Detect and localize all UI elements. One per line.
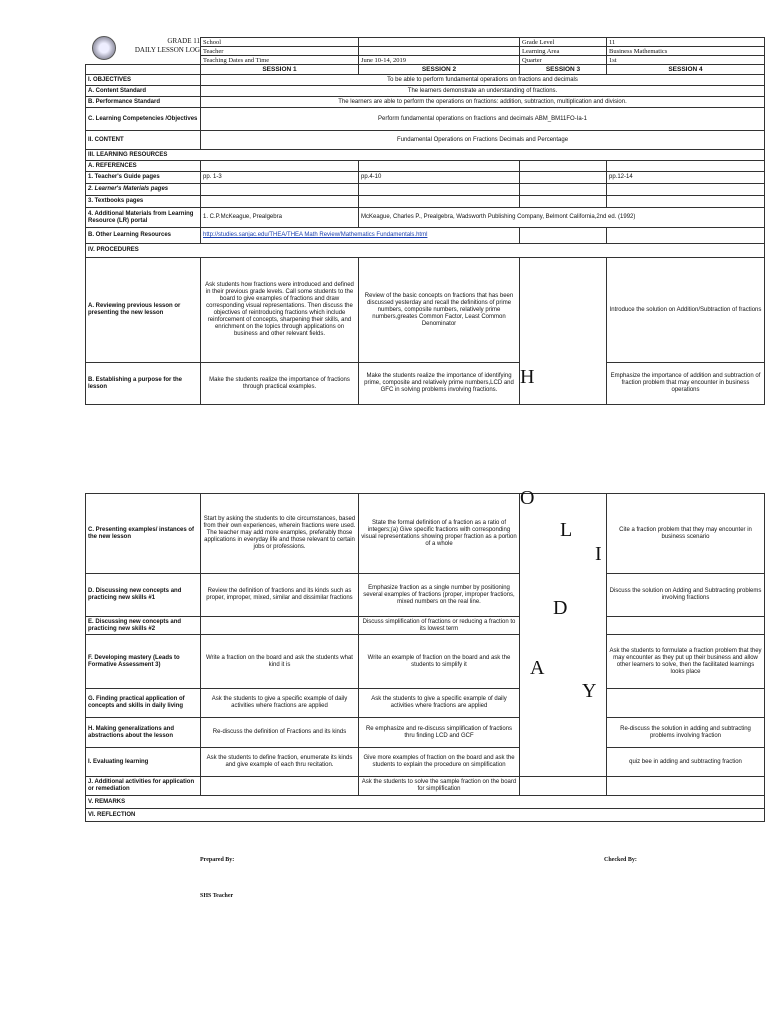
lm-label: 2. Learner's Materials pages [86,184,201,196]
tg-s4: pp.12-14 [607,172,765,184]
grade-level-label: Grade Level [520,38,607,47]
g-label: G. Finding practical application of concepts and skills in daily living [86,689,201,718]
header-table [200,37,765,65]
c-s2: State the formal definition of a fraction as a ratio of integers;(a) Give specific fractions with corresponding visual representations showing proper fraction as a portion of a whole [359,494,520,574]
a-s1: Ask students how fractions were introduced and defined in their previous grade levels. Call some students to the board to give examples of fractions and draw corresponding visual representations. Then discuss the objectives of reintroducing fractions which include reinforcement of concepts, sharpening their skills, and enrichment on the topics through applications on business and other relevant fields. [201,258,359,363]
lr-label: 4. Additional Materials from Learning Resource (LR) portal [86,208,201,228]
session-2-header: SESSION 2 [359,65,520,75]
session-header-row [86,65,765,75]
f-s1: Write a fraction on the board and ask the students what kind it is [201,635,359,689]
j-label: J. Additional activities for application or remediation [86,777,201,796]
holiday-letter-d: D [553,597,568,619]
i-s2: Give more examples of fraction on the board and ask the students to explain the procedure on simplification [359,748,520,777]
holiday-letter-i: I [595,543,602,565]
lr-s2: McKeague, Charles P., Prealgebra, Wadsworth Publishing Company, Belmont California,2nd ed. (1992) [359,208,765,228]
objectives-text: To be able to perform fundamental operations on fractions and decimals [201,75,765,86]
tb-label: 3. Textbooks pages [86,196,201,208]
g-s2: Ask the students to give a specific example of daily activities where fractions are applied [359,689,520,718]
competencies-text: Perform fundamental operations on fractions and decimals ABM_BM11FO-Ia-1 [201,108,765,131]
tg-s1: pp. 1-3 [201,172,359,184]
quarter-value: 1st [607,56,765,65]
performance-standard-text: The learners are able to perform the operations on fractions: addition, subtraction, multiplication and division. [201,97,765,108]
procedures-label: IV. PROCEDURES [86,244,765,258]
other-label: B. Other Learning Resources [86,228,201,244]
a-label: A. Reviewing previous lesson or presenting the new lesson [86,258,201,363]
prepared-by-label: Prepared By: [200,857,235,863]
reflection-label: VI. REFLECTION [86,809,765,822]
c-s1: Start by asking the students to cite circumstances, based from their own experiences, wherein fractions were used. The teacher may add more examples, preferably those applications in everyday life and those relevant to certain jobs or professions. [201,494,359,574]
objectives-label: I. OBJECTIVES [86,75,201,86]
tg-label: 1. Teacher's Guide pages [86,172,201,184]
teacher-value [359,47,520,56]
resources-label: III. LEARNING RESOURCES [86,150,765,161]
tg-s2: pp.4-10 [359,172,520,184]
remarks-label: V. REMARKS [86,796,765,809]
e-s2: Discuss simplification of fractions or reducing a fraction to its lowest term [359,617,520,635]
b-s2: Make the students realize the importance of identifying prime, composite and relatively prime numbers,LCD and GFC in solving problems involving fractions. [359,363,520,405]
shs-teacher-label: SHS Teacher [200,893,234,899]
session-3-header: SESSION 3 [520,65,607,75]
holiday-letter-a: A [530,657,545,679]
title-block [116,37,200,55]
references-label: A. REFERENCES [86,161,201,172]
competencies-label: C. Learning Competencies /Objectives [86,108,201,131]
learning-area-label: Learning Area [520,47,607,56]
f-s2: Write an example of fraction on the board and ask the students to simplify it [359,635,520,689]
a-s4: Introduce the solution on Addition/Subtraction of fractions [607,258,765,363]
corner-cell [86,65,201,75]
lesson-table-top [85,64,765,405]
checked-by-label: Checked By: [604,857,637,863]
f-s4: Ask the students to formulate a fraction problem that they may encounter as they put up their business and allow other learners to solve, then the facilitated learnings looks place [607,635,765,689]
b-s1: Make the students realize the importance of fractions through practical examples. [201,363,359,405]
content-standard-label: A. Content Standard [86,86,201,97]
dates-value: June 10-14, 2019 [359,56,520,65]
school-value [359,38,520,47]
a-s2: Review of the basic concepts on fractions that has been discussed yesterday and recall the definitions of prime numbers, composite numbers, relatively prime numbers,greates Common Factor, Least Common Denominator [359,258,520,363]
b-s4: Emphasize the importance of addition and subtraction of fraction problem that may encounter in business operations [607,363,765,405]
i-s4: quiz bee in adding and subtracting fraction [607,748,765,777]
grade-level-value: 11 [607,38,765,47]
d-label: D. Discussing new concepts and practicing new skills #1 [86,574,201,617]
h-label: H. Making generalizations and abstractions about the lesson [86,718,201,748]
holiday-letter-l: L [560,519,573,541]
h-s1: Re-discuss the definition of Fractions and its kinds [201,718,359,748]
performance-standard-label: B. Performance Standard [86,97,201,108]
c-label: C. Presenting examples/ instances of the new lesson [86,494,201,574]
a-s3 [520,258,607,363]
i-s1: Ask the students to define fraction, enumerate its kinds and give example of each thru recitation. [201,748,359,777]
holiday-letter-o: O [520,487,535,509]
d-s4: Discuss the solution on Adding and Subtracting problems involving fractions [607,574,765,617]
content-label: II. CONTENT [86,131,201,150]
other-link[interactable]: http://studies.sanjac.edu/THEA/THEA Math Review/Mathematics Fundamentals.html [201,228,520,244]
c-s4: Cite a fraction problem that they may encounter in business scenario [607,494,765,574]
quarter-label: Quarter [520,56,607,65]
dates-label: Teaching Dates and Time [201,56,359,65]
e-label: E. Discussing new concepts and practicing new skills #2 [86,617,201,635]
school-label: School [201,38,359,47]
lr-s1: 1. C.P.McKeague, Prealgebra [201,208,359,228]
content-text: Fundamental Operations on Fractions Decimals and Percentage [201,131,765,150]
session-1-header: SESSION 1 [201,65,359,75]
g-s1: Ask the students to give a specific example of daily activities where fractions are applied [201,689,359,718]
h-s4: Re-discuss the solution in adding and subtracting problems involving fraction [607,718,765,748]
tg-s3 [520,172,607,184]
content-standard-text: The learners demonstrate an understanding of fractions. [201,86,765,97]
grade-title: GRADE 11 [167,37,200,45]
holiday-letter-h: H [520,366,535,388]
j-s2: Ask the students to solve the sample fraction on the board for simplification [359,777,520,796]
teacher-label: Teacher [201,47,359,56]
h-s2: Re emphasize and re-discuss simplification of fractions thru finding LCD and GCF [359,718,520,748]
i-label: I. Evaluating learning [86,748,201,777]
session-4-header: SESSION 4 [607,65,765,75]
log-title: DAILY LESSON LOG [134,46,200,54]
f-label: F. Developing mastery (Leads to Formative Assessment 3) [86,635,201,689]
d-s1: Review the definition of fractions and its kinds such as proper, improper, mixed, similar and dissimilar fractions [201,574,359,617]
b-label: B. Establishing a purpose for the lesson [86,363,201,405]
learning-area-value: Business Mathematics [607,47,765,56]
lesson-table-bottom [85,493,765,822]
d-s2: Emphasize fraction as a single number by positioning several examples of fractions (proper, improper fractions, mixed numbers on the real line. [359,574,520,617]
holiday-letter-y: Y [582,680,597,702]
deped-seal [92,36,116,60]
